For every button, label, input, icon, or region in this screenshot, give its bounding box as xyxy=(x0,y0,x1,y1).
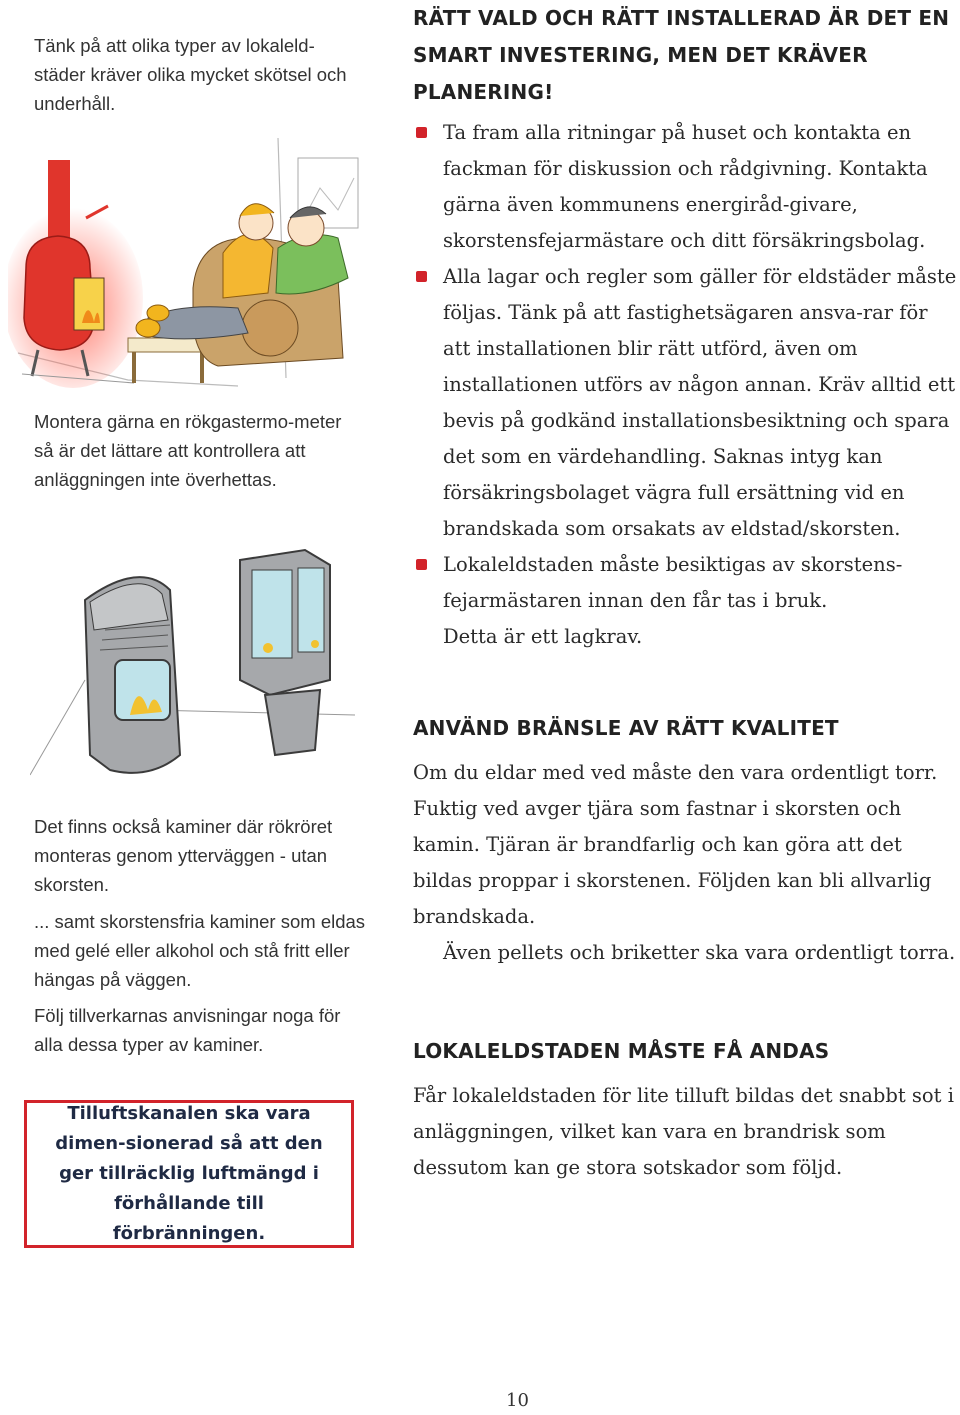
list-item xyxy=(413,115,958,259)
illustration-modern-stoves xyxy=(30,540,370,800)
caption-stove-types: Tänk på att olika typer av lokaleld-städer kräver olika mycket skötsel och underhåll. xyxy=(34,35,347,114)
list-item xyxy=(413,547,958,655)
bullet-text: Ta fram alla ritningar på huset och kontakta en fackman för diskussion och rådgivning. Kontakta gärna även kommunens energiråd-givare, skorstensfejarmästare och ditt försäkringsbolag. xyxy=(443,121,928,252)
section-planning xyxy=(413,0,958,655)
section-ventilation xyxy=(413,1033,960,1186)
paragraph-fuel-2: Även pellets och briketter ska vara ordentligt torra. xyxy=(443,941,956,964)
caption-wall-flue-stoves: Det finns också kaminer där rökröret monteras genom ytterväggen - utan skorsten. xyxy=(34,816,333,895)
heading-planning: RÄTT VALD OCH RÄTT INSTALLERAD ÄR DET EN SMART INVESTERING, MEN DET KRÄVER PLANERING! xyxy=(413,6,950,104)
paragraph-ventilation: Får lokaleldstaden för lite tilluft bildas det snabbt sot i anläggningen, vilket kan vara en brandrisk som dessutom kan ge stora sotskador som följd. xyxy=(413,1084,954,1179)
page-number: 10 xyxy=(506,1390,529,1411)
paragraph-fuel-1: Om du eldar med ved måste den vara ordentligt torr. Fuktig ved avger tjära som fastnar i skorsten och kamin. Tjäran är brandfarlig och kan göra att det bildas proppar i skorstenen. Följden kan bli allvarlig brandskada. xyxy=(413,761,938,928)
caption-follow-instructions: Följ tillverkarnas anvisningar noga för alla dessa typer av kaminer. xyxy=(34,1005,341,1055)
section-fuel-quality xyxy=(413,710,960,971)
heading-fuel-quality: ANVÄND BRÄNSLE AV RÄTT KVALITET xyxy=(413,716,839,740)
heading-ventilation: LOKALELDSTADEN MÅSTE FÅ ANDAS xyxy=(413,1039,830,1063)
illustration-couple-by-stove xyxy=(8,118,398,390)
list-item xyxy=(413,259,958,547)
caption-flue-thermometer: Montera gärna en rökgastermo-meter så är det lättare att kontrollera att anläggningen inte överhettas. xyxy=(34,411,342,490)
notice-text: Tilluftskanalen ska vara dimen-sionerad så att den ger tillräcklig luftmängd i förhållande till förbränningen. xyxy=(55,1103,323,1244)
bullet-text: Alla lagar och regler som gäller för eldstäder måste följas. Tänk på att fastighetsägaren ansva-rar för att installationen blir rätt utförd, även om installationen utförs av någon annan. Kräv alltid ett bevis på godkänd installationsbesiktning och spara det som en värdehandling. Saknas intyg kan försäkringsbolaget vägra full ersättning vid en brandskada som orsakats av eldstad/skorsten. xyxy=(443,265,957,540)
planning-list xyxy=(413,115,958,655)
caption-chimneyless-stoves: ... samt skorstensfria kaminer som eldas med gelé eller alkohol och stå fritt eller hängas på väggen. xyxy=(34,911,366,990)
bullet-text: Lokaleldstaden måste besiktigas av skorstens-fejarmästaren innan den får tas i bruk. xyxy=(443,553,903,612)
notice-box xyxy=(24,1100,354,1248)
bullet-note: Detta är ett lagkrav. xyxy=(443,625,643,648)
